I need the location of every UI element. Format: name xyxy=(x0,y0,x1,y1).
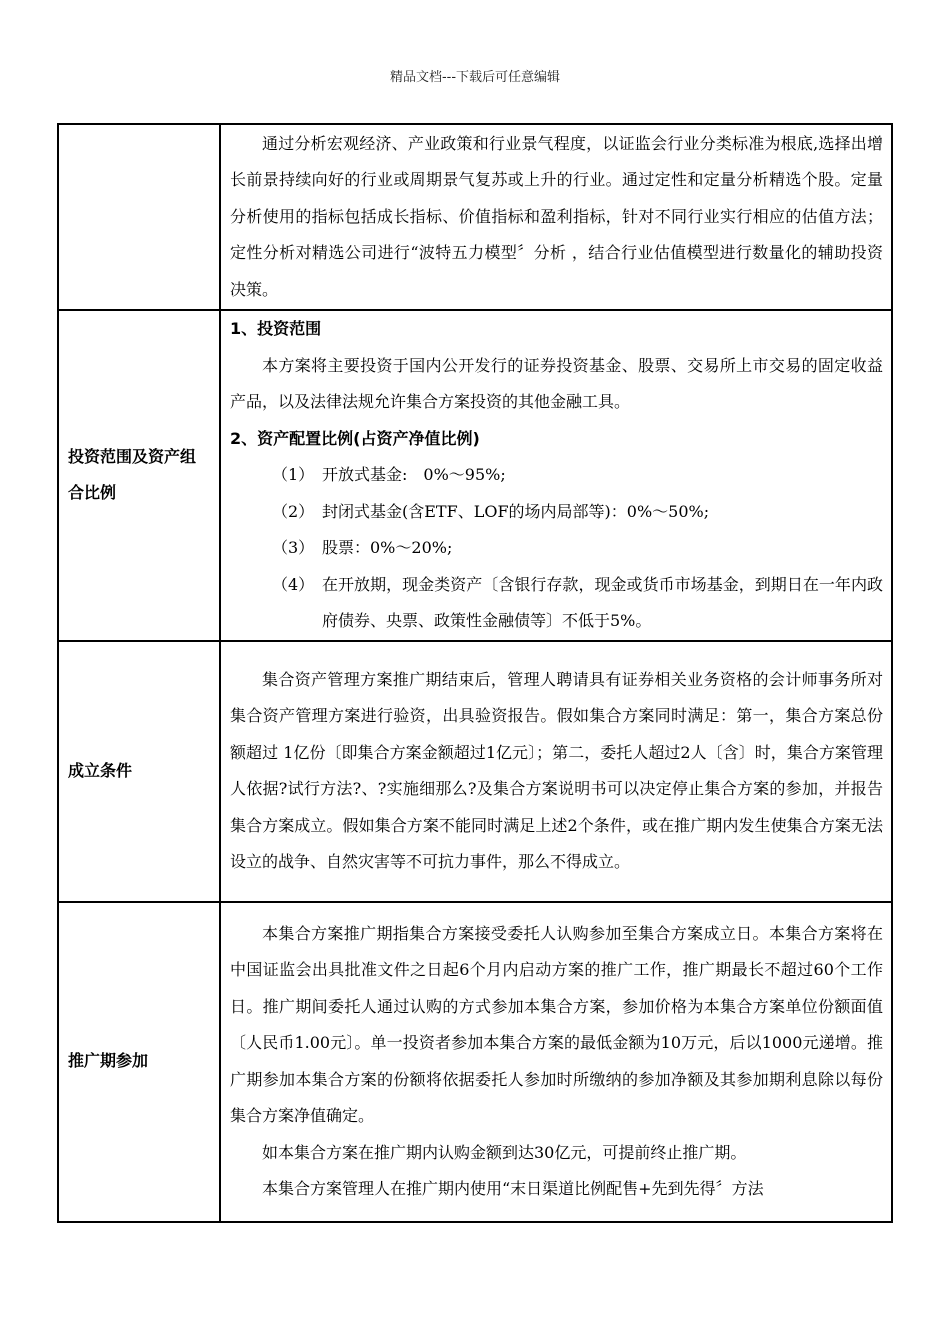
info-table xyxy=(57,123,893,1223)
paragraph: 本集合方案管理人在推广期内使用“末日渠道比例配售+先到先得〞方法 xyxy=(262,1179,764,1198)
table-row xyxy=(58,641,892,902)
table-row xyxy=(58,310,892,641)
row-label-promotion: 推广期参加 xyxy=(58,902,220,1222)
table-row xyxy=(58,124,892,310)
list-text: 封闭式基金(含ETF、LOF的场内局部等)：0%～50%; xyxy=(322,501,710,521)
list-number: （1） xyxy=(272,465,315,484)
row-label-investment-scope: 投资范围及资产组合比例 xyxy=(58,310,220,641)
paragraph: 本方案将主要投资于国内公开发行的证券投资基金、股票、交易所上市交易的固定收益产品，以及法律法规允许集合方案投资的其他金融工具。 xyxy=(230,355,883,411)
paragraph: 本集合方案推广期指集合方案接受委托人认购参加至集合方案成立日。本集合方案将在中国证监会出具批准文件之日起6个月内启动方案的推广工作，推广期最长不超过60个工作日。推广期间委托人通过认购的方式参加本集合方案，参加价格为本集合方案单位份额面值〔人民币1.00元〕。单一投资者参加本集合方案的最低金额为10万元，后以1000元递增。推广期参加本集合方案的份额将依据委托人参加时所缴纳的参加净额及其参加期利息除以每份集合方案净值确定。 xyxy=(230,923,883,1125)
section-heading: 2、资产配置比例(占资产净值比例) xyxy=(230,428,480,448)
list-item xyxy=(230,567,883,640)
row-label-establishment: 成立条件 xyxy=(58,641,220,902)
list-number: （4） xyxy=(272,574,315,594)
row-label-empty xyxy=(58,124,220,310)
row-content xyxy=(220,310,892,641)
row-content xyxy=(220,641,892,902)
list-item xyxy=(230,494,883,531)
list-item xyxy=(230,530,883,567)
table-row xyxy=(58,902,892,1222)
paragraph: 集合资产管理方案推广期结束后，管理人聘请具有证券相关业务资格的会计师事务所对集合资产管理方案进行验资，出具验资报告。假如集合方案同时满足：第一，集合方案总份额超过 1亿份〔即集合方案金额超过1亿元〕；第二，委托人超过2人〔含〕时，集合方案管理人依据?试行方法?、?实施细那么?及集合方案说明书可以决定停止集合方案的参加，并报告集合方案成立。假如集合方案不能同时满足上述2个条件，或在推广期内发生使集合方案无法设立的战争、自然灾害等不可抗力事件，那么不得成立。 xyxy=(230,669,883,871)
row-content xyxy=(220,124,892,310)
section-heading: 1、投资范围 xyxy=(230,319,322,338)
list-text: 在开放期，现金类资产〔含银行存款，现金或货币市场基金，到期日在一年内政府债券、央票、政策性金融债等〕不低于5%。 xyxy=(322,574,883,630)
paragraph: 如本集合方案在推广期内认购金额到达30亿元，可提前终止推广期。 xyxy=(262,1142,747,1162)
list-item xyxy=(230,457,883,494)
list-text: 股票：0%～20%; xyxy=(322,538,453,557)
list-number: （3） xyxy=(272,538,315,557)
list-number: （2） xyxy=(272,501,315,521)
row-content xyxy=(220,902,892,1222)
page-header: 精品文档---下载后可任意编辑 xyxy=(389,70,561,85)
list-text: 开放式基金: 0%～95%; xyxy=(322,465,506,484)
paragraph: 通过分析宏观经济、产业政策和行业景气程度，以证监会行业分类标准为根底,选择出增长前景持续向好的行业或周期景气复苏或上升的行业。通过定性和定量分析精选个股。定量分析使用的指标包括成长指标、价值指标和盈利指标，针对不同行业实行相应的估值方法；定性分析对精选公司进行“波特五力模型〞分析 ，结合行业估值模型进行数量化的辅助投资决策。 xyxy=(230,133,883,299)
